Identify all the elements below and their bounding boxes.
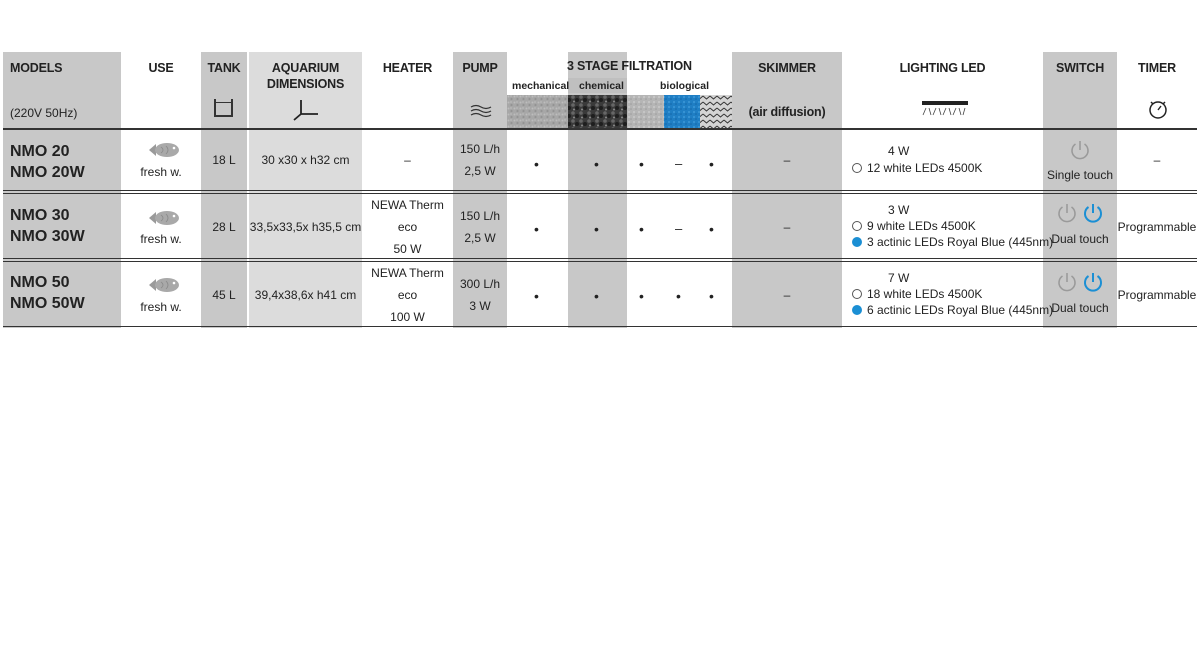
fish-icon	[147, 274, 181, 296]
actinic-led-icon	[852, 305, 862, 315]
dimensions-header-line2: DIMENSIONS	[266, 77, 345, 91]
tank-volume: 28 L	[212, 219, 236, 234]
led-spec-actinic	[852, 303, 1053, 317]
heater-power: 50 W	[393, 241, 422, 256]
use-value: fresh w.	[140, 165, 182, 179]
white-led-icon	[852, 221, 862, 231]
models-header: MODELS	[10, 61, 63, 75]
filter-bio1-mark: •	[639, 156, 644, 172]
spec-table	[3, 52, 1197, 328]
model-name: NMO 20	[10, 143, 70, 160]
switch-header: SWITCH	[1055, 61, 1105, 75]
power-icon-blue	[1082, 202, 1104, 224]
fish-icon	[147, 139, 181, 161]
mechanical-label: mechanical	[512, 80, 570, 92]
filter-chemical-mark: •	[594, 156, 599, 172]
timer-value: Programmable	[1117, 287, 1197, 302]
pump-power: 2,5 W	[464, 164, 496, 178]
white-led-icon	[852, 289, 862, 299]
led-spec-white	[852, 161, 982, 175]
heater-value	[362, 130, 453, 190]
tank-icon	[214, 99, 233, 117]
pump-flow: 300 L/h	[459, 276, 501, 291]
pump-flow: 150 L/h	[459, 142, 501, 156]
dimensions-value: 30 x30 x h32 cm	[261, 153, 350, 167]
filter-media-swatches	[507, 95, 732, 128]
filter-chemical-mark: •	[594, 288, 599, 304]
tank-volume: 45 L	[212, 287, 236, 302]
filter-bio2-mark: •	[676, 288, 681, 304]
dimensions-axes-icon	[291, 98, 321, 122]
heater-value	[362, 195, 453, 258]
filter-mechanical-mark: •	[534, 156, 539, 172]
heater-power: 100 W	[390, 309, 425, 324]
skimmer-value: –	[783, 153, 791, 167]
row2-divider-b	[3, 261, 1197, 262]
dimensions-value: 39,4x38,6x h41 cm	[254, 287, 357, 302]
filter-mechanical-mark: •	[534, 221, 539, 237]
led-spec-text: 6 actinic LEDs Royal Blue (445nm)	[867, 303, 1054, 317]
led-spec-text: 12 white LEDs 4500K	[867, 161, 983, 175]
led-spec-white	[852, 287, 982, 301]
pump-value	[453, 263, 507, 326]
filter-mechanical-mark: •	[534, 288, 539, 304]
heater-model: NEWA Therm eco	[371, 197, 444, 234]
led-power: 3 W	[888, 203, 910, 217]
voltage-label: (220V 50Hz)	[10, 106, 78, 120]
actinic-led-icon	[852, 237, 862, 247]
led-spec-text: 3 actinic LEDs Royal Blue (445nm)	[867, 235, 1054, 249]
tank-header: TANK	[207, 61, 241, 75]
chemical-label: chemical	[579, 80, 624, 92]
filter-bio1-mark: •	[639, 221, 644, 237]
dimensions-header-line1: AQUARIUM	[271, 61, 340, 75]
pump-power: 2,5 W	[464, 230, 496, 245]
skimmer-header: SKIMMER	[758, 61, 816, 75]
pump-flow: 150 L/h	[459, 208, 501, 223]
water-flow-icon	[470, 104, 492, 118]
model-name: NMO 30	[10, 207, 70, 224]
led-power: 7 W	[888, 271, 910, 285]
power-icon	[1056, 202, 1078, 224]
filtration-header: 3 STAGE FILTRATION	[567, 59, 692, 73]
led-spec-text: 18 white LEDs 4500K	[867, 287, 983, 301]
pump-header: PUMP	[462, 61, 498, 75]
model-name: NMO 50W	[10, 295, 85, 312]
timer-header: TIMER	[1138, 61, 1176, 75]
header-divider	[3, 128, 1197, 130]
power-icon	[1056, 271, 1078, 293]
use-header: USE	[148, 61, 174, 75]
stopwatch-icon	[1147, 98, 1169, 120]
white-led-icon	[852, 163, 862, 173]
filter-bio3-mark: •	[709, 221, 714, 237]
led-power: 4 W	[888, 144, 910, 158]
switch-type: Dual touch	[1051, 301, 1109, 315]
filter-chemical-mark: •	[594, 221, 599, 237]
pump-value	[453, 195, 507, 258]
fish-icon	[147, 207, 181, 229]
filter-bio3-mark: •	[709, 156, 714, 172]
led-spec-white	[852, 219, 976, 233]
heater-model: NEWA Therm eco	[371, 265, 444, 302]
led-spec-text: 9 white LEDs 4500K	[867, 219, 976, 233]
skimmer-value: –	[783, 219, 791, 234]
power-icon-blue	[1082, 271, 1104, 293]
pump-power: 3 W	[469, 298, 491, 313]
led-lamp-icon	[920, 99, 970, 119]
use-value: fresh w.	[140, 232, 182, 246]
model-name: NMO 50	[10, 274, 70, 291]
biological-label: biological	[660, 80, 710, 92]
row1-divider-b	[3, 193, 1197, 194]
skimmer-subheader: (air diffusion)	[748, 105, 826, 119]
heater-model: –	[404, 153, 411, 167]
skimmer-value: –	[783, 287, 791, 302]
filter-bio1-mark: •	[639, 288, 644, 304]
timer-value: –	[1153, 153, 1161, 167]
timer-value: Programmable	[1117, 219, 1197, 234]
filter-bio3-mark: •	[709, 288, 714, 304]
power-icon	[1069, 139, 1091, 161]
row1-divider-a	[3, 190, 1197, 191]
pump-value	[453, 130, 507, 190]
lighting-header: LIGHTING LED	[899, 61, 986, 75]
use-value: fresh w.	[140, 300, 182, 314]
switch-type: Dual touch	[1051, 232, 1109, 246]
filter-bio2-mark: –	[675, 156, 683, 171]
led-spec-actinic	[852, 235, 1053, 249]
heater-header: HEATER	[382, 61, 433, 75]
model-name: NMO 30W	[10, 228, 85, 245]
dimensions-value: 33,5x33,5x h35,5 cm	[249, 219, 362, 234]
table-bottom-line	[3, 326, 1197, 327]
model-name: NMO 20W	[10, 164, 85, 181]
filter-bio2-mark: –	[675, 221, 683, 236]
row2-divider-a	[3, 258, 1197, 259]
tank-volume: 18 L	[212, 153, 236, 167]
heater-value	[362, 263, 453, 326]
switch-type: Single touch	[1046, 168, 1114, 182]
